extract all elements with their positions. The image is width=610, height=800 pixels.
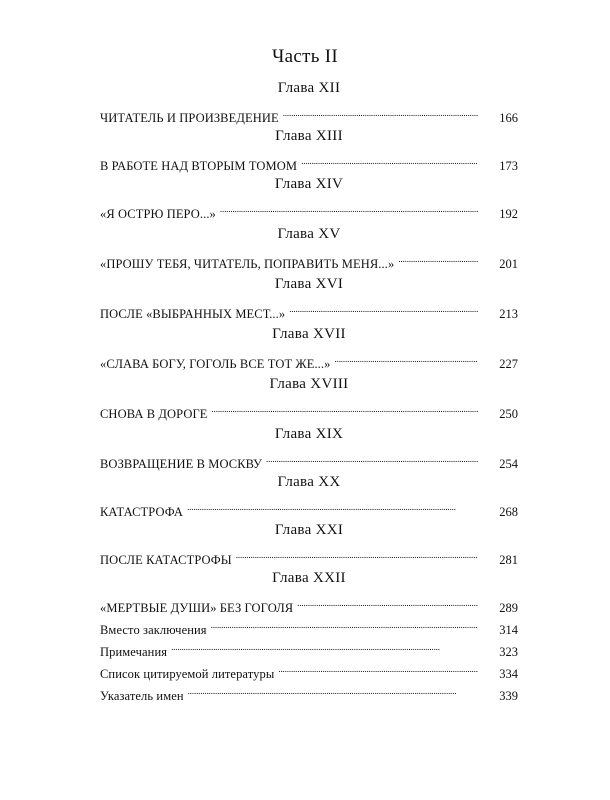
dot-leader [278,658,478,678]
toc-page-number: 201 [499,257,518,271]
chapter-title: Глава XXI [274,522,344,538]
toc-page-number: 166 [499,111,518,125]
toc-page-number: 334 [499,667,518,681]
toc-entry-label: Примечания [100,645,168,659]
dot-leader [212,398,478,418]
chapter-block [100,274,518,321]
chapter-block [100,374,518,421]
toc-entry[interactable] [100,448,518,471]
toc-entry-label: ВОЗВРАЩЕНИЕ В МОСКВУ [100,457,263,471]
toc-entry[interactable] [100,398,518,421]
dot-leader [188,680,478,700]
toc-entry[interactable] [100,544,518,567]
toc-entry-label: СНОВА В ДОРОГЕ [100,407,208,421]
dot-leader [283,102,478,122]
toc-entry-label: Список цитируемой литературы [100,667,275,681]
toc-page-number: 323 [499,645,518,659]
dot-leader [211,614,478,634]
dot-leader [171,636,478,656]
toc-page-number: 339 [499,689,518,703]
toc-entry[interactable] [100,592,518,615]
dot-leader [266,448,478,468]
back-matter [100,614,518,702]
toc-page-number: 314 [499,623,518,637]
part-title: Часть II [272,46,338,67]
toc-page-number: 289 [499,601,518,615]
toc-entry-label: «ПРОШУ ТЕБЯ, ЧИТАТЕЛЬ, ПОПРАВИТЬ МЕНЯ...» [100,257,395,271]
toc-entry-label: ПОСЛЕ КАТАСТРОФЫ [100,553,232,567]
chapter-block [100,174,518,221]
chapter-block [100,520,518,567]
chapter-block [100,126,518,173]
chapter-title: Глава XXII [272,570,346,586]
chapter-title: Глава XVII [272,326,346,342]
dot-leader [301,150,478,170]
chapter-block [100,472,518,519]
toc-page-number: 268 [499,505,518,519]
toc-entry-label: Вместо заключения [100,623,207,637]
toc-entry-label: «Я ОСТРЮ ПЕРО...» [100,207,216,221]
chapter-block [100,78,518,125]
toc-entry[interactable] [100,150,518,173]
chapter-block [100,568,518,615]
toc-entry[interactable] [100,248,518,271]
toc-page-number: 227 [499,357,518,371]
dot-leader [297,592,478,612]
chapter-block [100,224,518,271]
toc-page-number: 254 [499,457,518,471]
dot-leader [220,198,478,218]
toc-entry-label: КАТАСТРОФА [100,505,184,519]
chapter-title: Глава XVIII [269,376,349,392]
chapter-title: Глава XIX [274,426,344,442]
chapter-block [100,324,518,371]
chapter-title: Глава XIII [275,128,343,144]
toc-entry-label: ЧИТАТЕЛЬ И ПРОИЗВЕДЕНИЕ [100,111,279,125]
toc-page-number: 192 [499,207,518,221]
toc-page-number: 250 [499,407,518,421]
chapter-title: Глава XV [277,226,341,242]
chapter-block [100,424,518,471]
chapter-title: Глава XX [277,474,341,490]
toc-entry-label: «МЕРТВЫЕ ДУШИ» БЕЗ ГОГОЛЯ [100,601,294,615]
chapter-title: Глава XVI [274,276,344,292]
dot-leader [398,248,478,268]
toc-entry[interactable] [100,298,518,321]
chapter-title: Глава XIV [274,176,344,192]
toc-entry-label: ПОСЛЕ «ВЫБРАННЫХ МЕСТ...» [100,307,286,321]
dot-leader [289,298,478,318]
dot-leader [236,544,478,564]
toc-entry[interactable] [100,348,518,371]
toc-entry-label: В РАБОТЕ НАД ВТОРЫМ ТОМОМ [100,159,298,173]
toc-entry-label: «СЛАВА БОГУ, ГОГОЛЬ ВСЕ ТОТ ЖЕ...» [100,357,331,371]
toc-entry-label: Указатель имен [100,689,184,703]
chapter-title: Глава XII [277,80,341,96]
toc-page-number: 213 [499,307,518,321]
toc-page-number: 173 [499,159,518,173]
toc-entry[interactable] [100,102,518,125]
toc-entry[interactable] [100,496,518,519]
dot-leader [187,496,478,516]
toc-entry[interactable] [100,614,518,636]
dot-leader [335,348,479,368]
toc-entry[interactable] [100,198,518,221]
toc-page-number: 281 [499,553,518,567]
